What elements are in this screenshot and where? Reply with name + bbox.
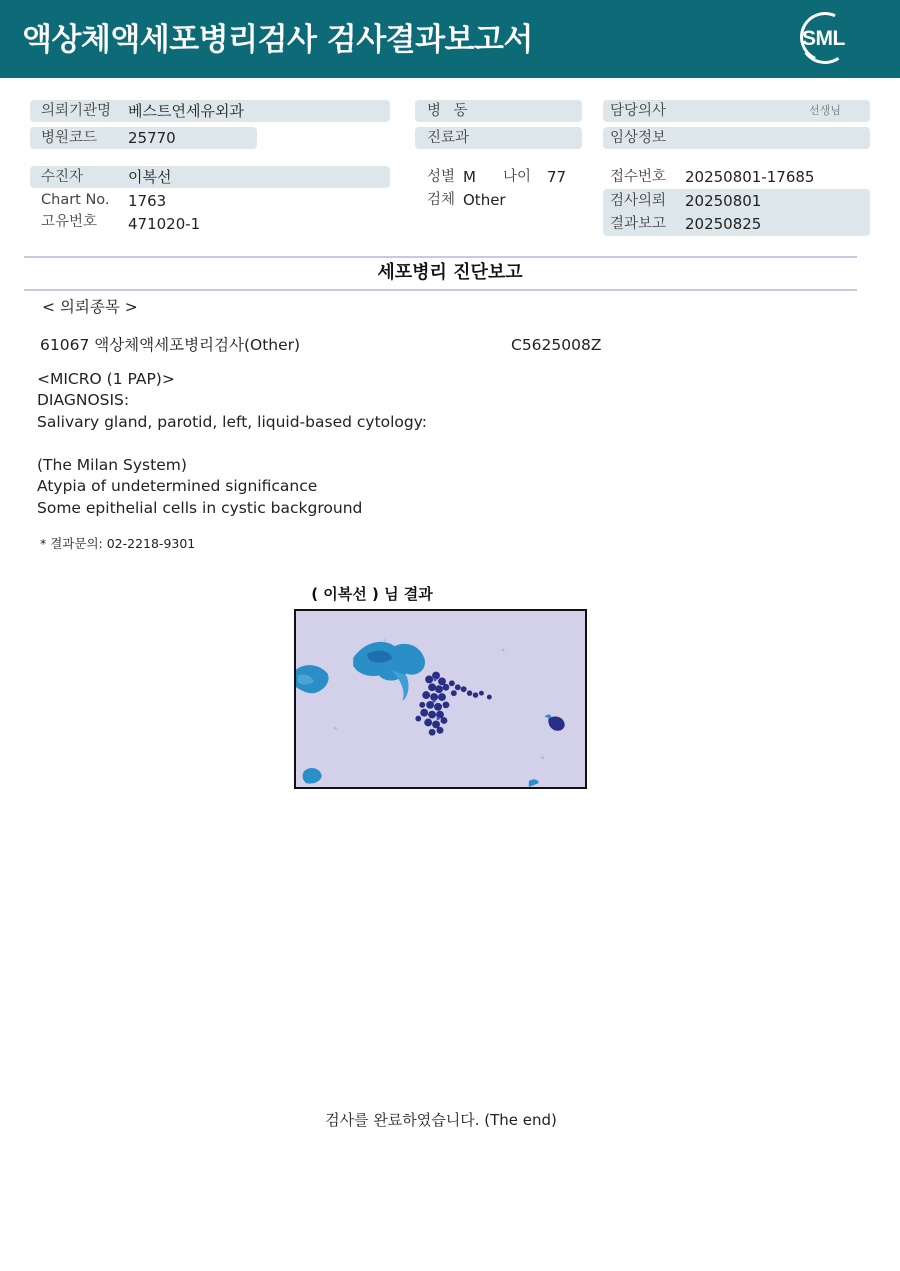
unique-label: 고유번호 <box>41 214 98 230</box>
patient-value: 이복선 <box>128 168 172 186</box>
chart-value: 1763 <box>128 192 167 210</box>
report-title: 액상체액세포병리검사 검사결과보고서 <box>22 22 533 58</box>
order-heading: < 의뢰종목 > <box>42 298 138 316</box>
section-bottom-rule <box>24 289 857 291</box>
section-title: 세포병리 진단보고 <box>377 262 523 283</box>
sex-value: M <box>463 168 476 186</box>
ward-label: 병 동 <box>427 103 468 119</box>
logo-text: SML <box>802 27 845 50</box>
chart-label: Chart No. <box>41 192 110 208</box>
patient-row <box>30 166 390 188</box>
diagnosis-heading: DIAGNOSIS: <box>37 391 130 409</box>
specimen-label: 검체 <box>427 192 456 208</box>
report-date-value: 20250825 <box>685 215 762 233</box>
report-date-label: 결과보고 <box>610 216 667 232</box>
specimen-value: Other <box>463 191 506 209</box>
milan-system-line: (The Milan System) <box>37 456 187 474</box>
hospital-code-value: 25770 <box>128 129 176 147</box>
receipt-value: 20250801-17685 <box>685 168 815 186</box>
cytology-image <box>294 609 587 789</box>
order-code: C5625008Z <box>511 336 602 354</box>
sml-logo <box>796 12 856 68</box>
age-label: 나이 <box>503 169 532 185</box>
receipt-label: 접수번호 <box>610 169 667 185</box>
end-note: 검사를 완료하였습니다. (The end) <box>325 1111 557 1129</box>
micro-line: <MICRO (1 PAP)> <box>37 370 175 388</box>
age-value: 77 <box>547 168 567 186</box>
image-caption: ( 이복선 ) 님 결과 <box>311 585 433 603</box>
patient-label: 수진자 <box>41 169 84 185</box>
contact-line: * 결과문의: 02-2218-9301 <box>40 536 196 551</box>
sex-label: 성별 <box>427 169 456 185</box>
request-label: 검사의뢰 <box>610 193 667 209</box>
institution-label: 의뢰기관명 <box>41 103 112 119</box>
clinical-label: 임상정보 <box>610 130 667 146</box>
institution-value: 베스트연세유외과 <box>128 102 244 120</box>
diagnosis-category: Atypia of undetermined significance <box>37 477 318 495</box>
cytology-stain-illustration <box>296 611 585 787</box>
report-header <box>0 0 900 78</box>
doctor-label: 담당의사 <box>610 103 667 119</box>
department-label: 진료과 <box>427 130 470 146</box>
request-value: 20250801 <box>685 192 762 210</box>
order-item: 61067 액상체액세포병리검사(Other) <box>40 336 301 354</box>
unique-value: 471020-1 <box>128 215 201 233</box>
diagnosis-comment: Some epithelial cells in cystic background <box>37 499 363 517</box>
hospital-code-label: 병원코드 <box>41 130 98 146</box>
doctor-suffix: 선생님 <box>809 104 841 117</box>
diagnosis-site: Salivary gland, parotid, left, liquid-based cytology: <box>37 413 428 431</box>
